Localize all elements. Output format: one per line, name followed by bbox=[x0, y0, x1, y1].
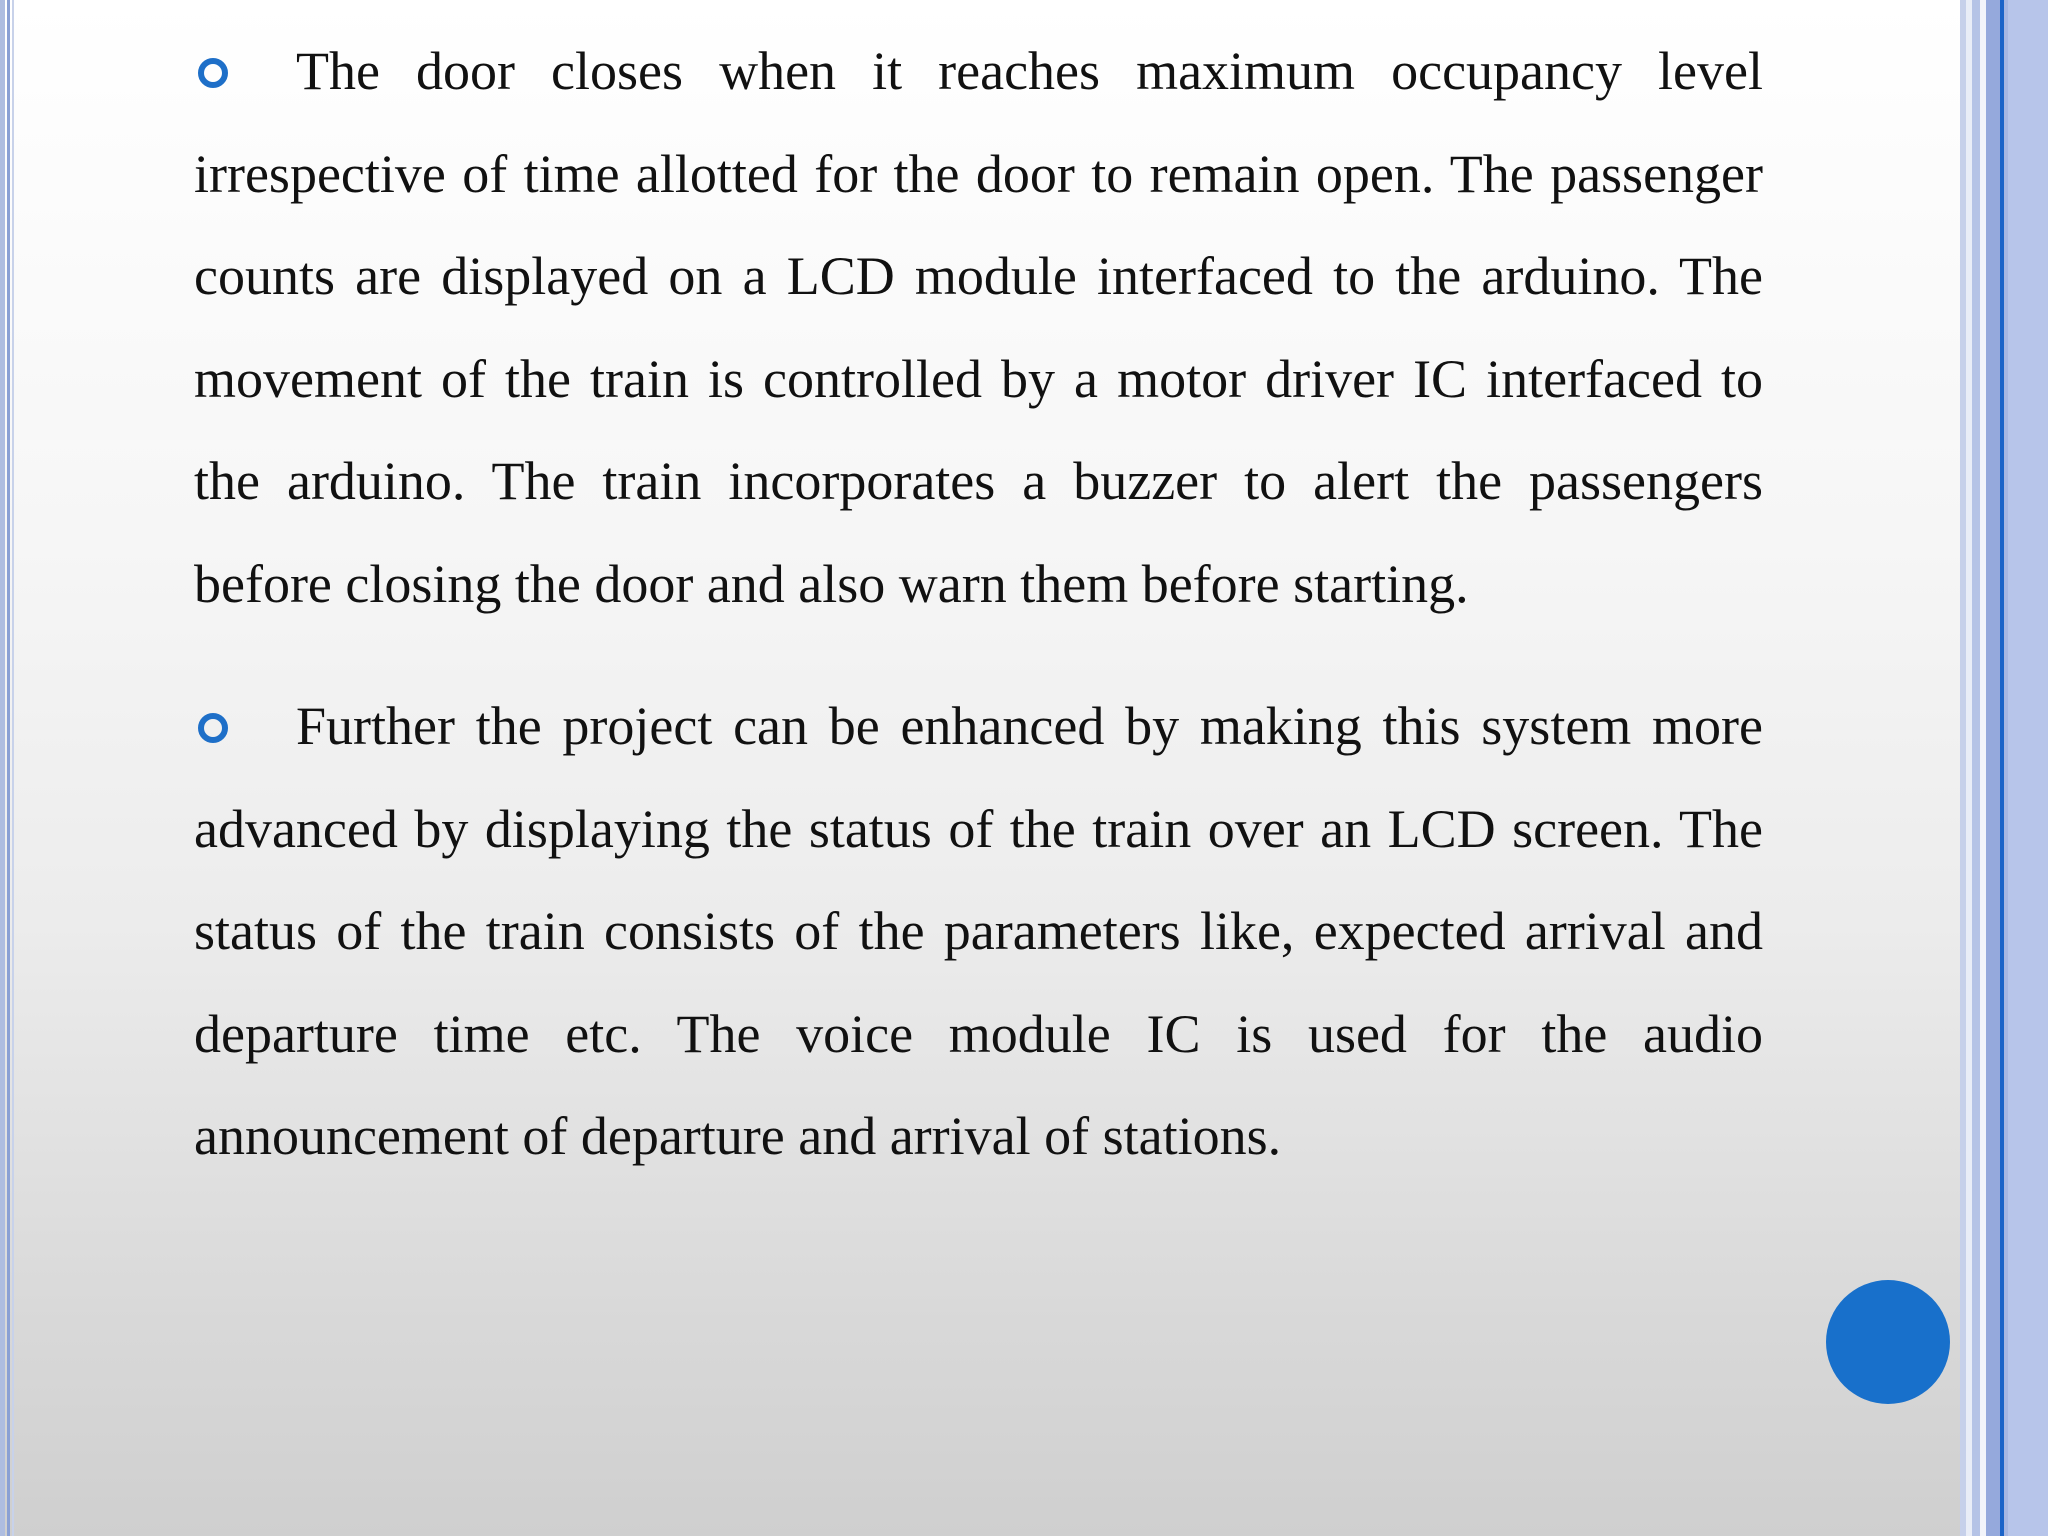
circle-decoration-icon bbox=[1826, 1280, 1950, 1404]
ring-bullet-icon bbox=[198, 713, 228, 743]
paragraph-text: The door closes when it reaches maximum occupancy level irrespective of time allotted for the door to remain open. The passenger counts are displayed on a LCD module interfaced to the arduino. The movement of the train is controlled by a motor driver IC interfaced to the arduino. The train incorporates a buzzer to alert the passengers before closing the door and also warn them before starting. bbox=[194, 41, 1763, 614]
right-frame bbox=[1960, 0, 2048, 1536]
bullet-paragraph bbox=[194, 20, 1763, 635]
bullet-paragraph bbox=[194, 675, 1763, 1188]
slide-body bbox=[194, 20, 1763, 1188]
left-frame-rail bbox=[7, 0, 10, 1536]
paragraph-text: Further the project can be enhanced by making this system more advanced by displaying the status of the train over an LCD screen. The status of the train consists of the parameters like, expected arrival and departure time etc. The voice module IC is used for the audio announcement of departure and arrival of stations. bbox=[194, 696, 1763, 1166]
ring-bullet-icon bbox=[198, 58, 228, 88]
frame-stripe bbox=[2008, 0, 2048, 1536]
frame-stripe bbox=[1986, 0, 2000, 1536]
frame-stripe bbox=[1972, 0, 1980, 1536]
left-frame-rail bbox=[12, 0, 14, 1536]
left-frame-rail bbox=[0, 0, 5, 1536]
